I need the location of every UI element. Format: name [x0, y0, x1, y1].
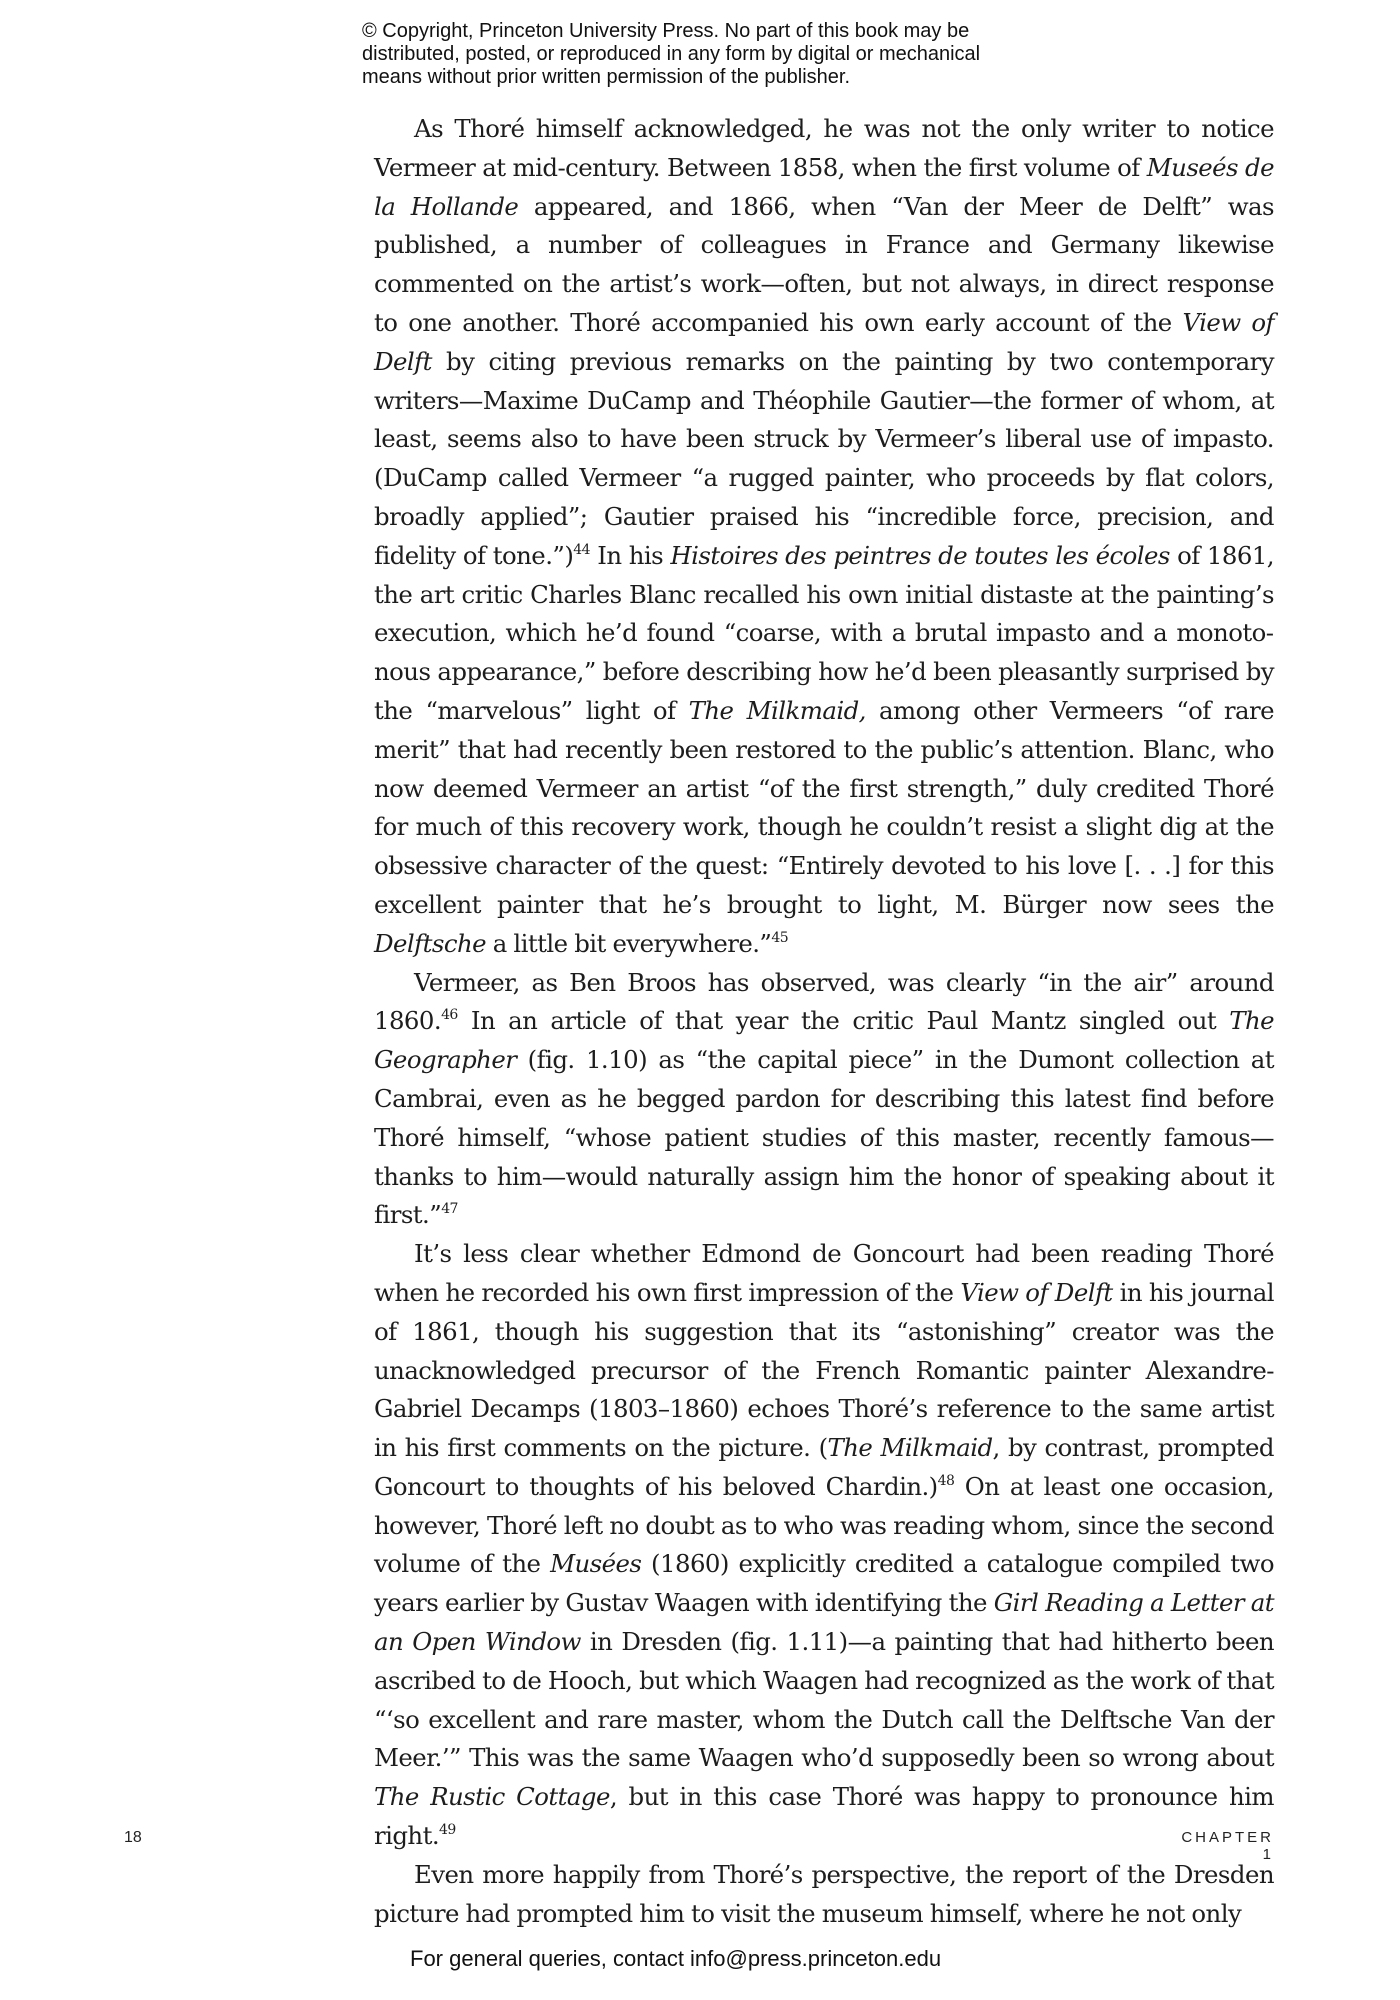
paragraph: As Thoré himself acknowledged, he was not the only writer to notice Vermeer at mid-century. Between 1858, when the first volume of Museés de la Hollande appeared, and 1866, when “Van der Meer de Delft” was published, a number of colleagues in France and Germany likewise commented on the artist’s work—often, but not always, in direct response to one another. Thoré accompanied his own early account of the View of Delft by citing previous remarks on the painting by two contemporary writers—Maxime DuCamp and Théophile Gautier—the former of whom, at least, seems also to have been struck by Vermeer’s liberal use of impasto. (DuCamp called Vermeer “a rugged painter, who proceeds by flat colors, broadly applied”; Gautier praised his “incredible force, precision, and fidelity of tone.”)$^{44}$ In his Histoires des peintres de toutes les écoles of 1861, the art critic Charles Blanc recalled his own initial distaste at the painting’s execution, which he’d found “coarse, with a brutal impasto and a monotonous appearance,” before describing how he’d been pleasantly surprised by the “marvelous” light of The Milkmaid, among other Vermeers “of rare merit” that had recently been restored to the public’s attention. Blanc, who now deemed Vermeer an artist “of the first strength,” duly credited Thoré for much of this recovery work, though he couldn’t resist a slight dig at the obsessive character of the quest: “Entirely devoted to his love [. . .] for this excellent painter that he’s brought to light, M. Bürger now sees the Delftsche a little bit everywhere.”$^{45}$ [374, 114, 1275, 958]
italic-title: Museés de la Hollande [374, 152, 1274, 221]
italic-title: Girl Reading a Letter at an Open Window [374, 1588, 1274, 1657]
footnote-ref: 44 [573, 541, 591, 558]
contact-line: For general queries, contact info@press.princeton.edu [410, 1946, 942, 1971]
italic-title: The Milkmaid [827, 1433, 993, 1463]
paragraph: It’s less clear whether Edmond de Goncourt had been reading Thoré when he recorded his own first impression of the View of Delft in his journal of 1861, though his suggestion that its “astonishing” creator was the unacknowledged precursor of the French Romantic painter Alexandre-Gabriel Decamps (1803–1860) echoes Thoré’s reference to the same artist in his first comments on the picture. (The Milkmaid, by contrast, prompted Goncourt to thoughts of his beloved Chardin.)$^{48}$ On at least one occasion, however, Thoré left no doubt as to who was reading whom, since the second volume of the Musées (1860) explicitly credited a catalogue compiled two years earlier by Gustav Waagen with identifying the Girl Reading a Letter at an Open Window in Dresden (fig. 1.11)—a painting that had hitherto been ascribed to de Hooch, but which Waagen had recognized as the work of that “‘so excellent and rare master, whom the Dutch call the Delftsche Van der Meer.’” This was the same Waagen who’d supposedly been so wrong about The Rustic Cottage, but in this case Thoré was happy to pronounce him right.$^{49}$ [374, 1239, 1275, 1851]
italic-title: View of Delft [960, 1277, 1113, 1307]
copyright-line: means without prior written permission of the publisher. [362, 66, 851, 88]
footnote-ref: 45 [771, 929, 789, 946]
italic-title: The Milkmaid, [688, 695, 866, 725]
paragraph: Vermeer, as Ben Broos has observed, was clearly “in the air” around 1860.46 In an article of that year the critic Paul Mantz singled out The Geographer (fig. 1.10) as “the capital piece” in the Dumont collection at Cambrai, even as he begged pardon for describing this latest find before Thoré himself, “whose patient studies of this master, recently famous—thanks to him—would naturally assign him the honor of speaking about it first.”$^{47}$ [374, 967, 1274, 1230]
italic-title: View of Delft [374, 307, 1274, 376]
paragraph: Even more happily from Thoré’s perspective, the report of the Dresden picture had prompted him to visit the museum himself, where he not only [374, 1859, 1274, 1928]
body-text [374, 110, 1274, 1933]
footnote-ref: 47 [441, 1201, 458, 1218]
footnote-ref: 49 [439, 1822, 456, 1839]
italic-title: Histoires des peintres de toutes les écoles [670, 540, 1170, 570]
footnote-ref: 48 [937, 1472, 955, 1489]
italic-title: Delftsche [374, 928, 486, 958]
page-number: 18 [124, 1829, 142, 1846]
copyright-line: © Copyright, Princeton University Press. No part of this book may be [362, 20, 970, 42]
footnote-ref: 46 [441, 1007, 458, 1024]
italic-title: The Rustic Cottage [374, 1782, 610, 1812]
copyright-line: distributed, posted, or reproduced in any form by digital or mechanical [362, 43, 981, 65]
copyright-notice [362, 20, 1102, 89]
italic-title: Musées [550, 1549, 642, 1579]
italic-title: The Geographer [374, 1006, 1274, 1075]
running-head: CHAPTER 1 [1181, 1829, 1274, 1863]
